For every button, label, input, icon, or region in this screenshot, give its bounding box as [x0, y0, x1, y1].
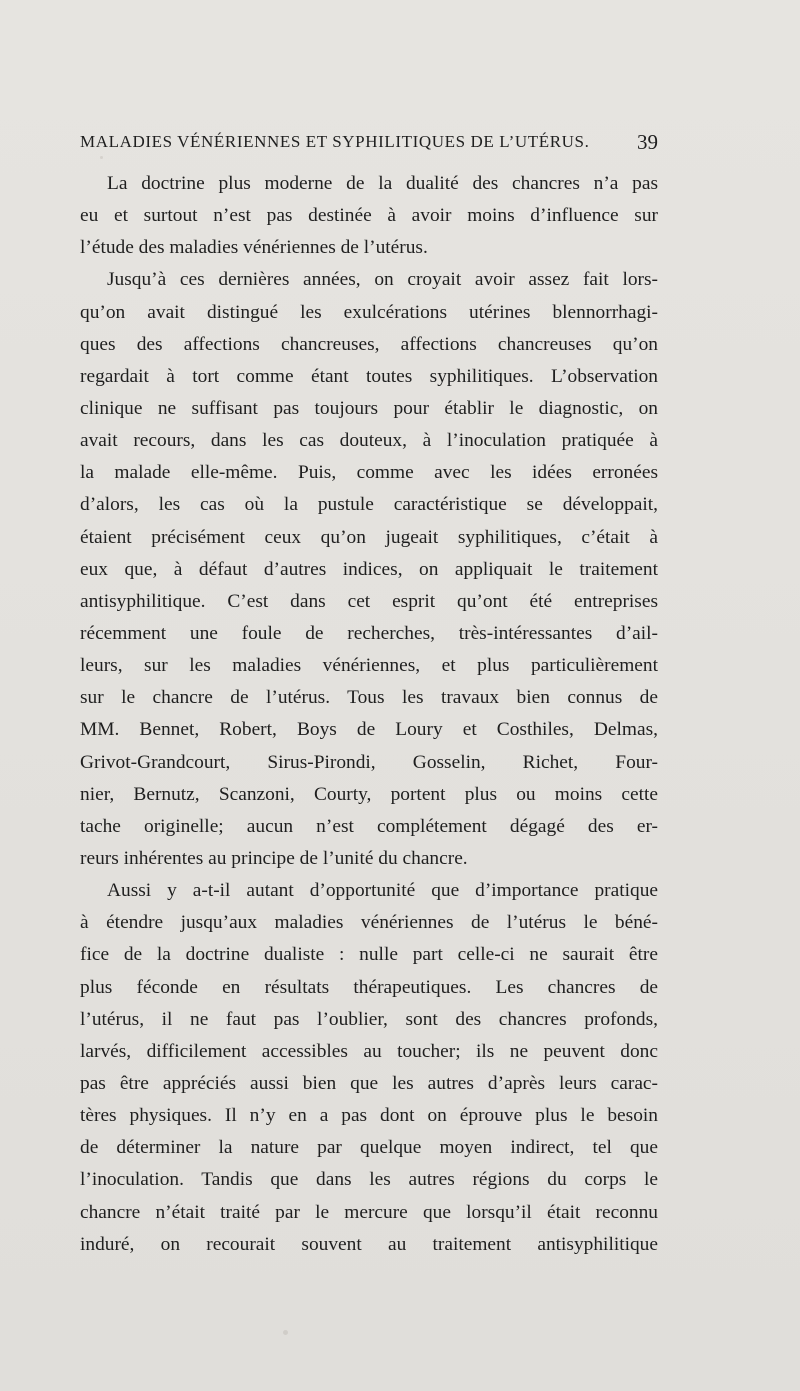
running-title: MALADIES VÉNÉRIENNES ET SYPHILITIQUES DE L’UTÉRUS.	[80, 132, 590, 151]
text-line: fice de la doctrine dualiste : nulle part celle-ci ne saurait être	[80, 944, 658, 966]
text-line: leurs, sur les maladies vénériennes, et plus particulièrement	[80, 655, 658, 677]
text-line: reurs inhérentes au principe de l’unité du chancre.	[80, 847, 468, 869]
text-line: tères physiques. Il n’y en a pas dont on éprouve plus le besoin	[80, 1105, 658, 1127]
text-line: l’utérus, il ne faut pas l’oublier, sont des chancres profonds,	[80, 1008, 658, 1030]
text-line: Grivot-Grandcourt, Sirus-Pirondi, Gosselin, Richet, Four-	[80, 751, 658, 773]
text-line: sur le chancre de l’utérus. Tous les travaux bien connus de	[80, 687, 658, 709]
text-line: d’alors, les cas où la pustule caractéristique se développait,	[80, 494, 658, 516]
text-line: à étendre jusqu’aux maladies vénériennes de l’utérus le béné-	[80, 912, 658, 934]
text-line: ques des affections chancreuses, affections chancreuses qu’on	[80, 333, 658, 355]
text-line: l’inoculation. Tandis que dans les autres régions du corps le	[80, 1169, 658, 1191]
text-line: MM. Bennet, Robert, Boys de Loury et Costhiles, Delmas,	[80, 719, 658, 741]
text-line: étaient précisément ceux qu’on jugeait syphilitiques, c’était à	[80, 526, 658, 548]
page-number: 39	[637, 130, 658, 154]
paper-speck	[283, 1330, 288, 1335]
text-line: Jusqu’à ces dernières années, on croyait avoir assez fait lors-	[107, 269, 658, 291]
text-line: eu et surtout n’est pas destinée à avoir moins d’influence sur	[80, 205, 658, 227]
text-line: l’étude des maladies vénériennes de l’utérus.	[80, 237, 428, 259]
text-line: qu’on avait distingué les exulcérations utérines blennorrhagi-	[80, 301, 658, 323]
text-line: Aussi y a-t-il autant d’opportunité que d’importance pratique	[107, 880, 658, 902]
text-line: clinique ne suffisant pas toujours pour établir le diagnostic, on	[80, 397, 658, 419]
page-header	[80, 130, 658, 160]
text-line: induré, on recourait souvent au traitement antisyphilitique	[80, 1233, 658, 1255]
text-line: regardait à tort comme étant toutes syphilitiques. L’observation	[80, 365, 658, 387]
text-line: antisyphilitique. C’est dans cet esprit qu’ont été entreprises	[80, 590, 658, 612]
text-line: eux que, à défaut d’autres indices, on appliquait le traitement	[80, 558, 658, 580]
text-line: La doctrine plus moderne de la dualité des chancres n’a pas	[107, 173, 658, 194]
text-line: de déterminer la nature par quelque moyen indirect, tel que	[80, 1137, 658, 1159]
paper-speck	[100, 156, 103, 159]
body-text	[80, 168, 658, 1261]
text-line: avait recours, dans les cas douteux, à l’inoculation pratiquée à	[80, 430, 658, 452]
text-line: pas être appréciés aussi bien que les autres d’après leurs carac-	[80, 1072, 658, 1094]
text-line: chancre n’était traité par le mercure que lorsqu’il était reconnu	[80, 1201, 658, 1223]
text-line: plus féconde en résultats thérapeutiques. Les chancres de	[80, 976, 658, 998]
text-line: tache originelle; aucun n’est complétement dégagé des er-	[80, 815, 658, 837]
text-line: larvés, difficilement accessibles au toucher; ils ne peuvent donc	[80, 1040, 658, 1062]
text-line: nier, Bernutz, Scanzoni, Courty, portent plus ou moins cette	[80, 783, 658, 805]
text-line: récemment une foule de recherches, très-intéressantes d’ail-	[80, 622, 658, 644]
text-line: la malade elle-même. Puis, comme avec les idées erronées	[80, 462, 658, 484]
